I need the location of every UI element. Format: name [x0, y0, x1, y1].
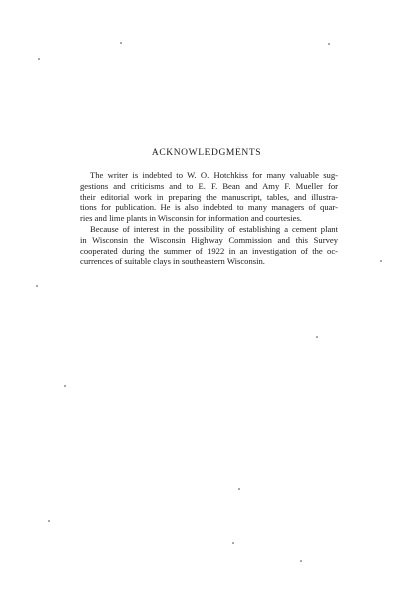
scan-speck	[64, 385, 66, 387]
scan-speck	[316, 336, 318, 338]
scan-speck	[38, 58, 40, 60]
paragraph-2	[70, 224, 338, 267]
paragraph-1	[70, 170, 338, 224]
acknowledgments-body	[70, 170, 338, 267]
page-title: ACKNOWLEDGMENTS	[151, 148, 262, 158]
scan-speck	[232, 542, 234, 544]
text-line: gestions and criticisms and to E. F. Bean and Amy F. Mueller for	[80, 180, 338, 191]
scan-speck	[36, 285, 38, 287]
scan-speck	[300, 560, 302, 562]
text-line: their editorial work in preparing the manuscript, tables, and illustra-	[80, 191, 338, 202]
text-line: The writer is indebted to W. O. Hotchkiss for many valuable sug-	[90, 170, 338, 180]
scan-speck	[328, 43, 330, 45]
scan-speck	[48, 520, 50, 522]
text-line: tions for publication. He is also indebted to many managers of quar-	[80, 202, 338, 213]
text-line: ries and lime plants in Wisconsin for information and courtesies.	[80, 213, 302, 224]
scan-speck	[380, 260, 382, 262]
text-line: in Wisconsin the Wisconsin Highway Commission and this Survey	[80, 234, 338, 245]
text-line: Because of interest in the possibility of establishing a cement plant	[90, 223, 338, 234]
text-line: cooperated during the summer of 1922 in an investigation of the oc-	[80, 245, 338, 256]
scan-speck	[238, 488, 240, 490]
text-line: currences of suitable clays in southeastern Wisconsin.	[80, 256, 265, 267]
scan-speck	[120, 42, 122, 44]
